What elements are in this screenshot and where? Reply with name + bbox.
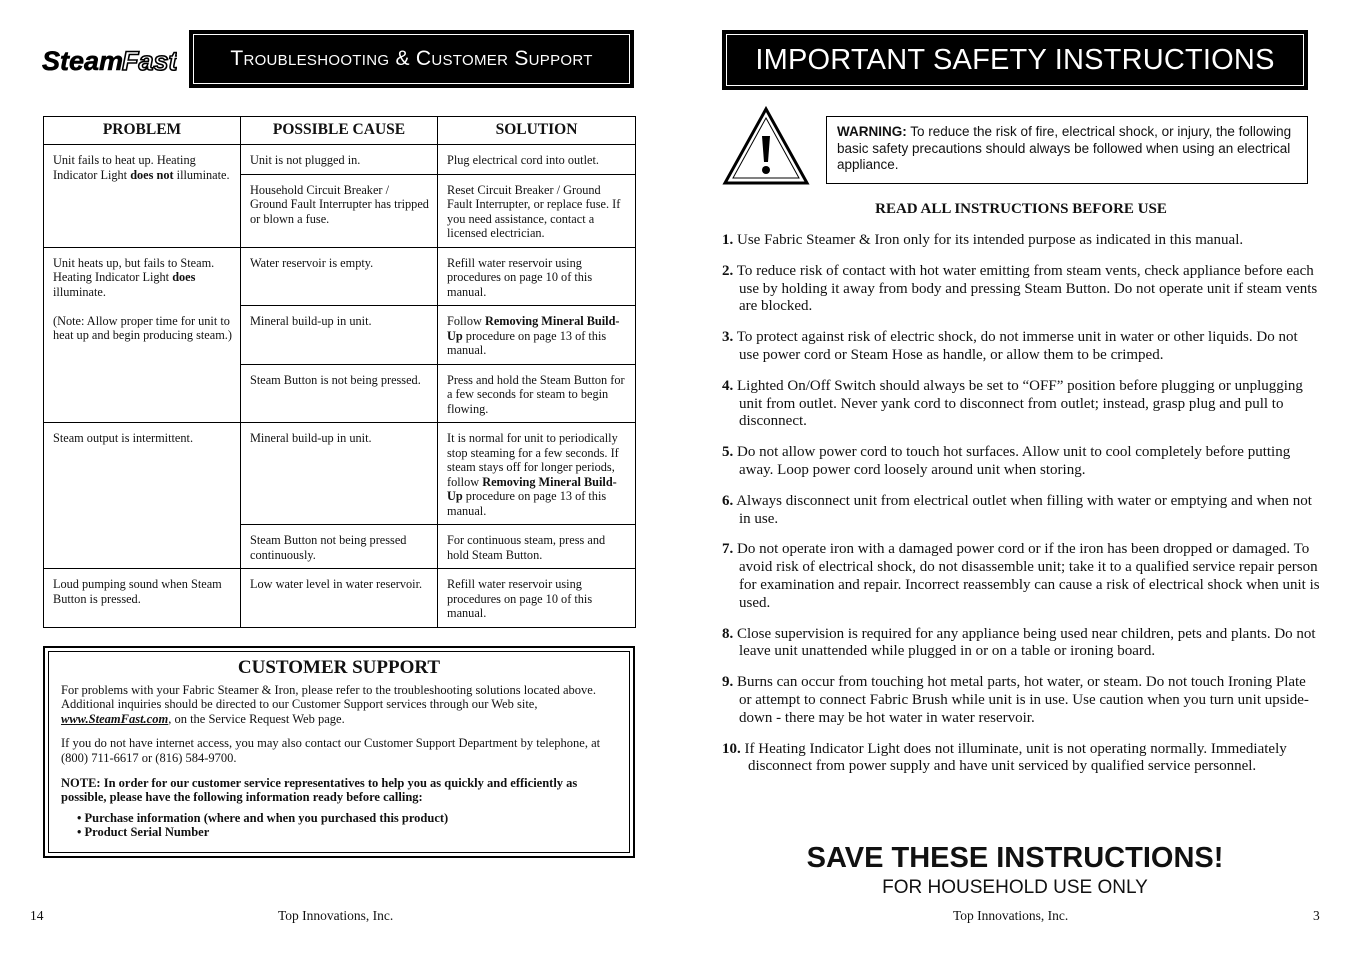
instruction-text: Lighted On/Off Switch should always be set to “OFF” position before plugging or unplugging unit from outlet. Never yank cord to disconnect from outlet; instead, grasp plug and pull to disconnect. xyxy=(737,377,1303,430)
instruction-number: 10. xyxy=(722,740,741,757)
instruction-text: Burns can occur from touching hot metal parts, hot water, or steam. Do not touch Ironing Plate or attempt to connect Fabric Brush while unit is in use. Use caution when you turn unit upside-down - there may be hot water in water reservoir. xyxy=(737,674,1309,726)
header-possible-cause: POSSIBLE CAUSE xyxy=(241,117,438,145)
instruction-number: 5. xyxy=(722,444,734,461)
list-item: • Product Serial Number xyxy=(77,825,617,840)
instruction-text: To protect against risk of electric shock, do not immerse unit in water or other liquids. Do not use power cord or Steam Hose as handle, or allow them to be crimped. xyxy=(736,329,1298,363)
problem-cell: Unit heats up, but fails to Steam. Heating Indicator Light does illuminate. (Note: Allow proper time for unit to heat up and begin producing steam.) xyxy=(44,247,241,423)
instruction-number: 3. xyxy=(722,329,734,346)
warning-triangle-icon xyxy=(722,106,810,186)
instruction-text: Close supervision is required for any appliance being used near children, pets and plants. Do not leave unit unattended while plugged in or on a table or ironing board. xyxy=(737,625,1316,660)
footer-left: Top Innovations, Inc. xyxy=(278,908,394,923)
instruction-number: 1. xyxy=(722,232,734,248)
problem-cell: Unit fails to heat up. Heating Indicator Light does not illuminate. xyxy=(44,145,241,248)
solution-cell: It is normal for unit to periodically stop steaming for a few seconds. If steam stays off for longer periods, follow Removing Mineral Build-Up procedure on page 13 of this manual. xyxy=(438,423,636,525)
solution-cell: Refill water reservoir using procedures on page 10 of this manual. xyxy=(438,247,636,306)
instruction-item xyxy=(722,741,1320,777)
troubleshooting-title: Troubleshooting & Customer Support xyxy=(230,47,593,70)
instruction-number: 7. xyxy=(722,541,734,558)
cause-cell: Low water level in water reservoir. xyxy=(241,569,438,628)
troubleshooting-table xyxy=(43,116,636,628)
instruction-item xyxy=(722,378,1320,431)
solution-cell: Follow Removing Mineral Build-Up procedure on page 13 of this manual. xyxy=(438,306,636,365)
page-number-right: 3 xyxy=(1313,908,1320,923)
safety-title: IMPORTANT SAFETY INSTRUCTIONS xyxy=(755,43,1275,76)
table-row xyxy=(44,423,636,525)
instruction-number: 8. xyxy=(722,625,734,642)
instruction-text: To reduce risk of contact with hot water emitting from steam vents, check appliance before each use by holding it away from body and pressing Steam Button. Do not operate unit if steam vents are blocked. xyxy=(736,262,1318,315)
steamfast-logo xyxy=(42,44,177,76)
safety-header xyxy=(722,30,1308,90)
svg-text:Fast: Fast xyxy=(122,46,177,76)
instruction-text: Use Fabric Steamer & Iron only for its intended purpose as indicated in this manual. xyxy=(737,232,1244,248)
cause-cell: Mineral build-up in unit. xyxy=(241,306,438,365)
header-solution: SOLUTION xyxy=(438,117,636,145)
warning-text: To reduce the risk of fire, electrical shock, or injury, the following basic safety precautions should always be followed when using an electrical appliance. xyxy=(837,124,1292,172)
solution-cell: Refill water reservoir using procedures on page 10 of this manual. xyxy=(438,569,636,628)
instruction-item xyxy=(722,232,1320,250)
footer-right: Top Innovations, Inc. xyxy=(953,908,1069,923)
warning-box xyxy=(826,116,1308,184)
solution-cell: For continuous steam, press and hold Steam Button. xyxy=(438,525,636,569)
customer-support-box xyxy=(43,646,635,858)
customer-support-title: CUSTOMER SUPPORT xyxy=(237,657,441,678)
table-row xyxy=(44,247,636,306)
instruction-item xyxy=(722,541,1320,612)
household-use-text: FOR HOUSEHOLD USE ONLY xyxy=(882,877,1148,898)
instruction-number: 6. xyxy=(722,492,734,509)
table-row xyxy=(44,569,636,628)
customer-support-para1: For problems with your Fabric Steamer & Iron, please refer to the troubleshooting solutions located above. Additional inquiries should be directed to our Customer Support services through our Web site, www.SteamFast.com, on the Service Request Web page. xyxy=(61,682,596,726)
instruction-item xyxy=(722,493,1320,529)
list-item: • Purchase information (where and when you purchased this product) xyxy=(77,811,617,826)
instruction-item xyxy=(722,329,1320,365)
instruction-item xyxy=(722,263,1320,316)
cause-cell: Household Circuit Breaker / Ground Fault Interrupter has tripped or blown a fuse. xyxy=(241,174,438,247)
instruction-item xyxy=(722,444,1320,480)
table-row xyxy=(44,145,636,175)
safety-instructions-list xyxy=(722,232,1320,789)
solution-cell: Plug electrical cord into outlet. xyxy=(438,145,636,175)
cause-cell: Steam Button is not being pressed. xyxy=(241,364,438,423)
page-number-left: 14 xyxy=(30,908,44,923)
header-problem: PROBLEM xyxy=(44,117,241,145)
cause-cell: Unit is not plugged in. xyxy=(241,145,438,175)
read-all-heading: READ ALL INSTRUCTIONS BEFORE USE xyxy=(875,201,1167,217)
warning-label: WARNING: xyxy=(837,124,907,139)
troubleshooting-header xyxy=(189,30,634,88)
instruction-text: If Heating Indicator Light does not illuminate, unit is not operating normally. Immediately disconnect from power supply and have unit serviced by qualified service personnel. xyxy=(744,740,1287,775)
instruction-item xyxy=(722,674,1320,727)
table-header-row xyxy=(44,117,636,145)
instruction-number: 9. xyxy=(722,674,734,691)
solution-cell: Press and hold the Steam Button for a few seconds for steam to begin flowing. xyxy=(438,364,636,423)
instruction-item xyxy=(722,626,1320,662)
save-instructions-title: SAVE THESE INSTRUCTIONS! xyxy=(806,842,1224,874)
instruction-text: Do not operate iron with a damaged power cord or if the iron has been dropped or damaged. To avoid risk of electrical shock, do not disassemble unit; take it to a qualified service repair person for examination and repair. Incorrect reassembly can cause a risk of electrical shock when unit is used. xyxy=(737,541,1320,611)
instruction-text: Do not allow power cord to touch hot surfaces. Allow unit to cool completely before putting away. Loop power cord loosely around unit when storing. xyxy=(737,444,1291,478)
cause-cell: Mineral build-up in unit. xyxy=(241,423,438,525)
problem-cell: Steam output is intermittent. xyxy=(44,423,241,569)
customer-support-bullets xyxy=(61,811,617,840)
solution-cell: Reset Circuit Breaker / Ground Fault Interrupter, or replace fuse. If you need assistance, contact a licensed electrician. xyxy=(438,174,636,247)
instruction-text: Always disconnect unit from electrical outlet when filling with water or emptying and when not in use. xyxy=(736,492,1312,527)
customer-support-note: NOTE: In order for our customer service representatives to help you as quickly and efficiently as possible, please have the following information ready before calling: xyxy=(61,775,578,805)
customer-support-para2: If you do not have internet access, you may also contact our Customer Support Department by telephone, at (800) 711-6617 or (816) 584-9700. xyxy=(61,736,601,765)
cause-cell: Water reservoir is empty. xyxy=(241,247,438,306)
instruction-number: 2. xyxy=(722,262,734,279)
instruction-number: 4. xyxy=(722,377,734,394)
svg-text:Steam: Steam xyxy=(42,46,124,76)
problem-cell: Loud pumping sound when Steam Button is pressed. xyxy=(44,569,241,628)
cause-cell: Steam Button not being pressed continuously. xyxy=(241,525,438,569)
